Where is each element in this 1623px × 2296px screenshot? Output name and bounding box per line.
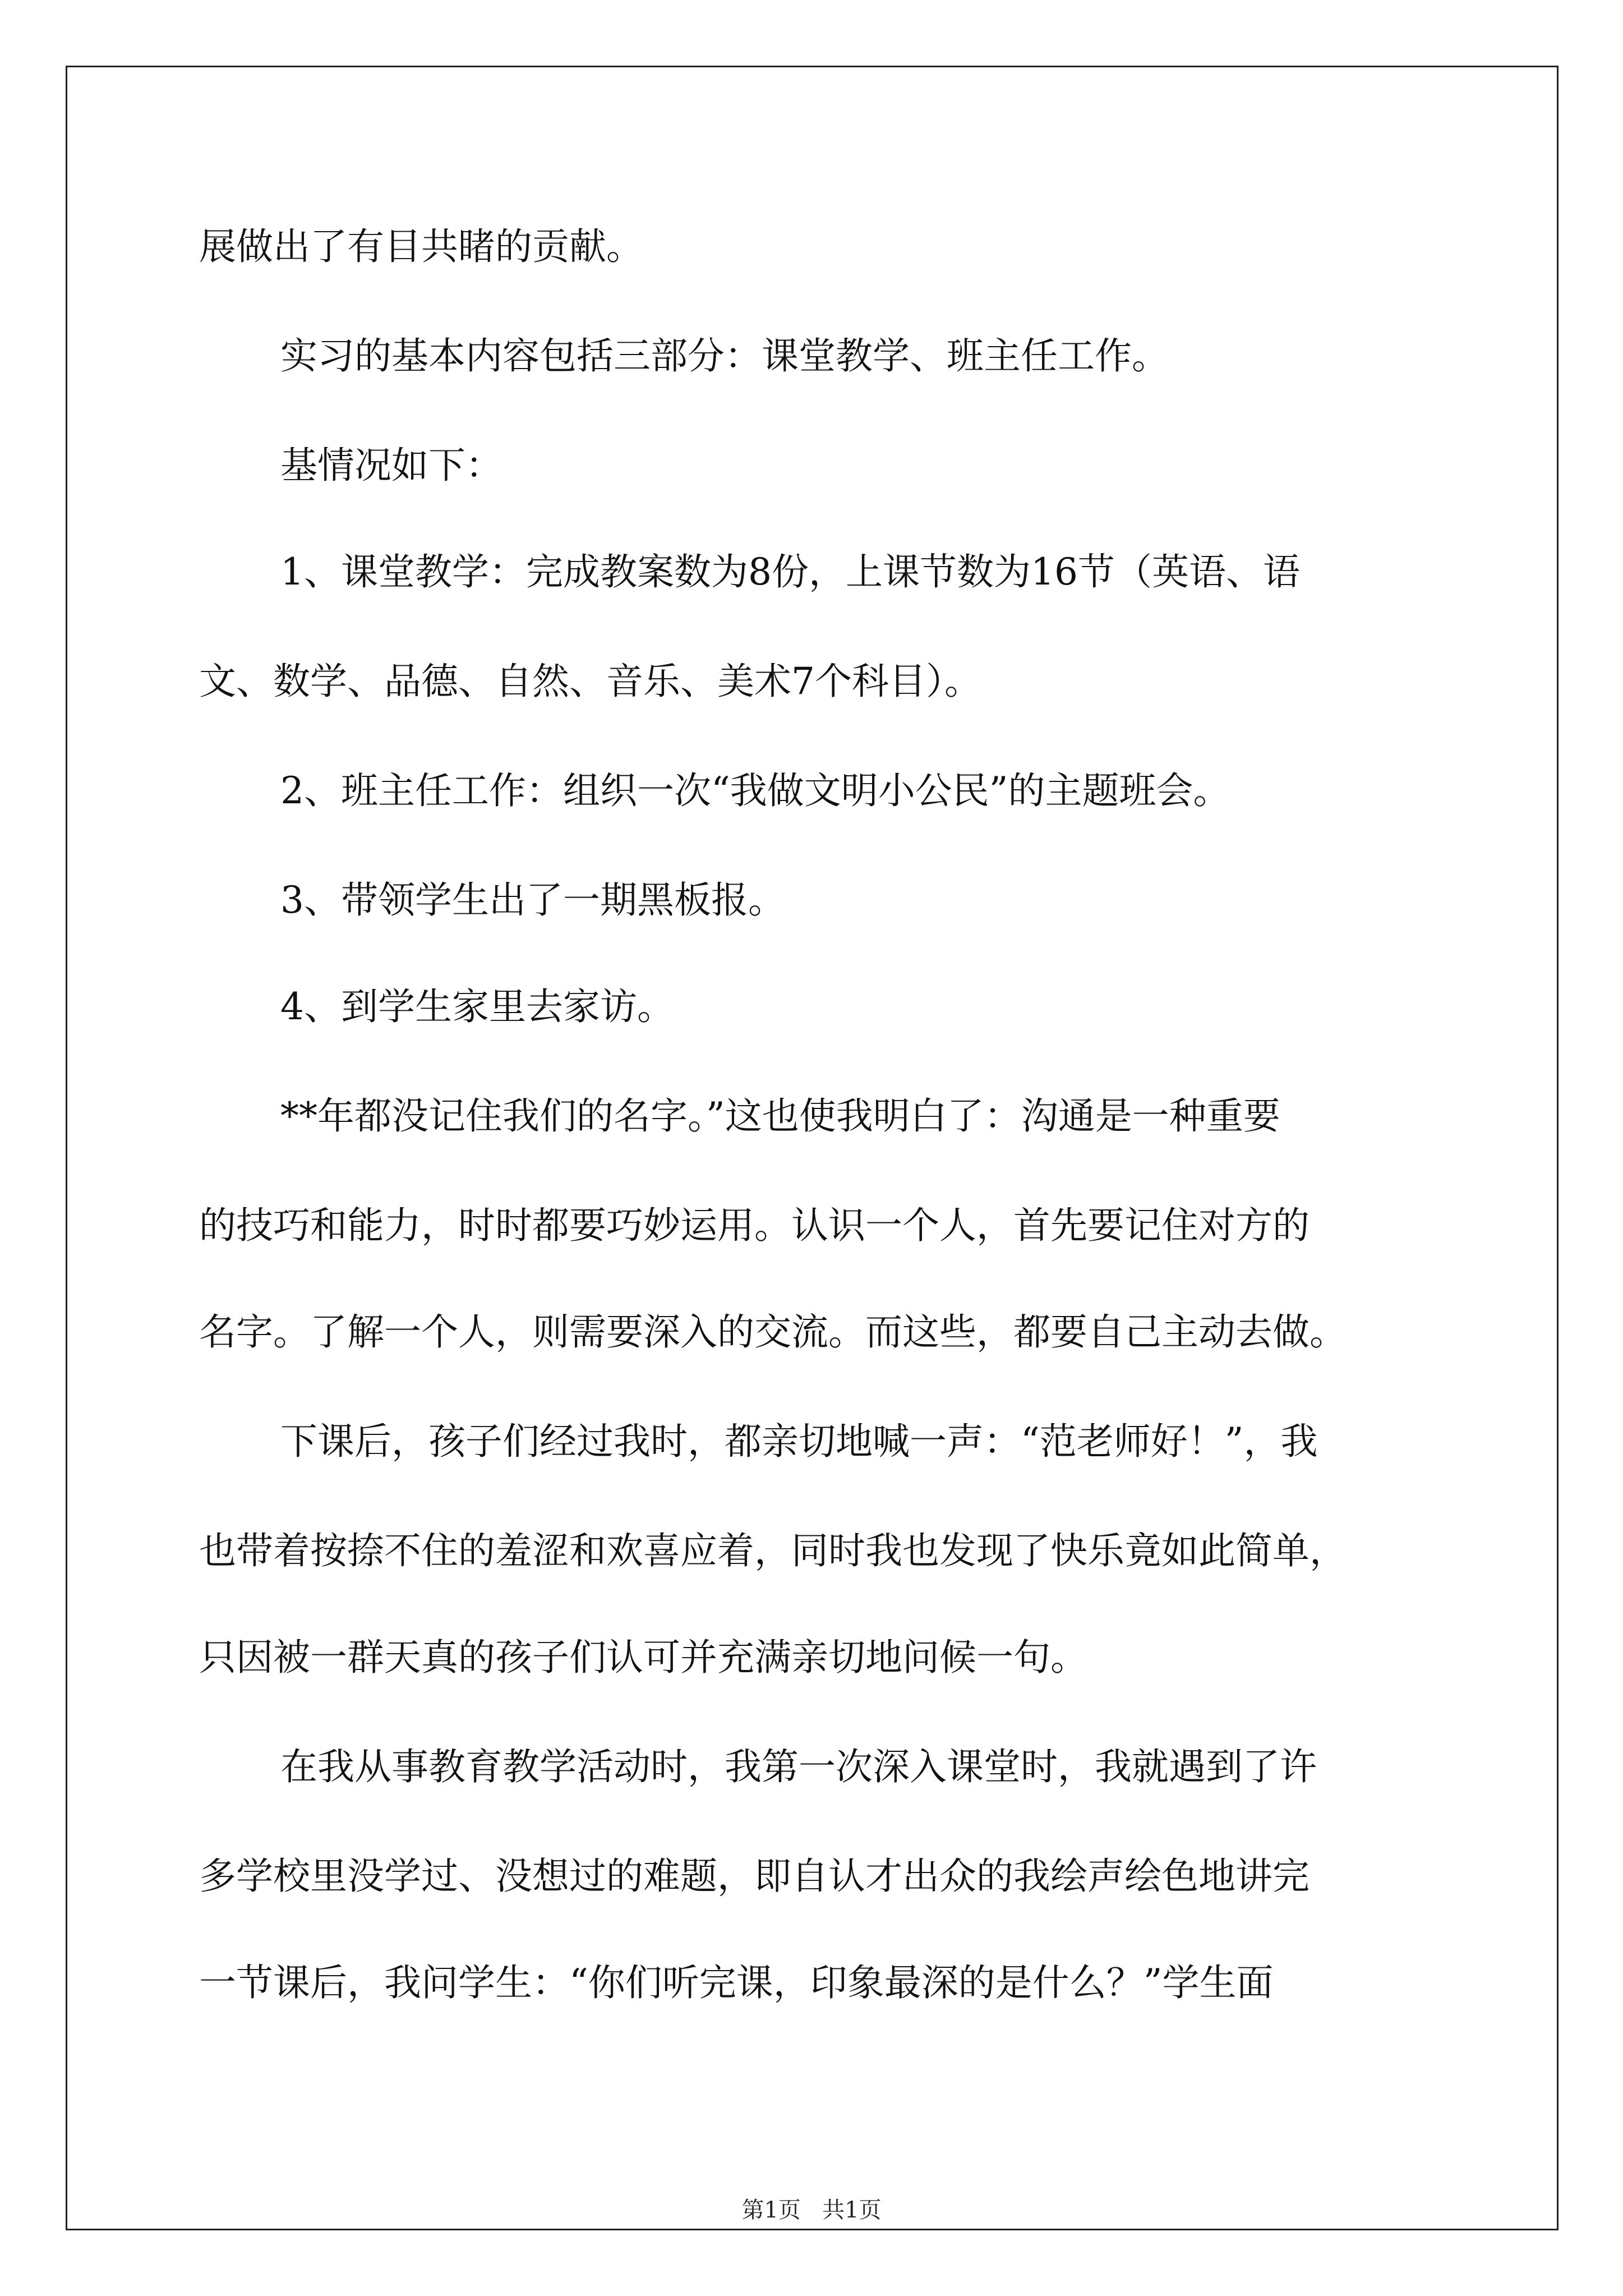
text-line: 3、带领学生出了一期黑板报。 <box>280 878 785 922</box>
page-border <box>66 66 1559 2230</box>
text-line: 一节课后，我问学生：“你们听完课，印象最深的是什么？”学生面 <box>199 1961 1274 2004</box>
text-line: 文、数学、品德、自然、音乐、美术7个科目）。 <box>199 660 981 703</box>
text-line: 名字。了解一个人，则需要深入的交流。而这些，都要自己主动去做。 <box>199 1310 1347 1354</box>
text-line: 在我从事教育教学活动时，我第一次深入课堂时，我就遇到了许 <box>280 1745 1317 1788</box>
text-line: **年都没记住我们的名字。”这也使我明白了：沟通是一种重要 <box>280 1094 1280 1138</box>
text-line: 4、到学生家里去家访。 <box>280 985 674 1028</box>
text-line: 只因被一群天真的孩子们认可并充满亲切地问候一句。 <box>199 1636 1087 1679</box>
page-footer: 第1页 共1页 <box>741 2197 882 2223</box>
text-line: 基情况如下： <box>280 444 502 487</box>
text-line: 2、班主任工作：组织一次“我做文明小公民”的主题班会。 <box>280 769 1230 812</box>
text-line: 多学校里没学过、没想过的难题，即自认才出众的我绘声绘色地讲完 <box>199 1855 1310 1898</box>
text-line: 也带着按捺不住的羞涩和欢喜应着，同时我也发现了快乐竟如此简单， <box>199 1529 1347 1572</box>
text-line: 的技巧和能力，时时都要巧妙运用。认识一个人，首先要记住对方的 <box>199 1204 1310 1247</box>
text-line: 展做出了有目共睹的贡献。 <box>199 225 643 268</box>
text-line: 1、课堂教学：完成教案数为8份，上课节数为16节（英语、语 <box>280 550 1300 593</box>
text-line: 实习的基本内容包括三部分：课堂教学、班主任工作。 <box>280 334 1169 378</box>
text-line: 下课后，孩子们经过我时，都亲切地喊一声：“范老师好！”，我 <box>280 1420 1318 1463</box>
